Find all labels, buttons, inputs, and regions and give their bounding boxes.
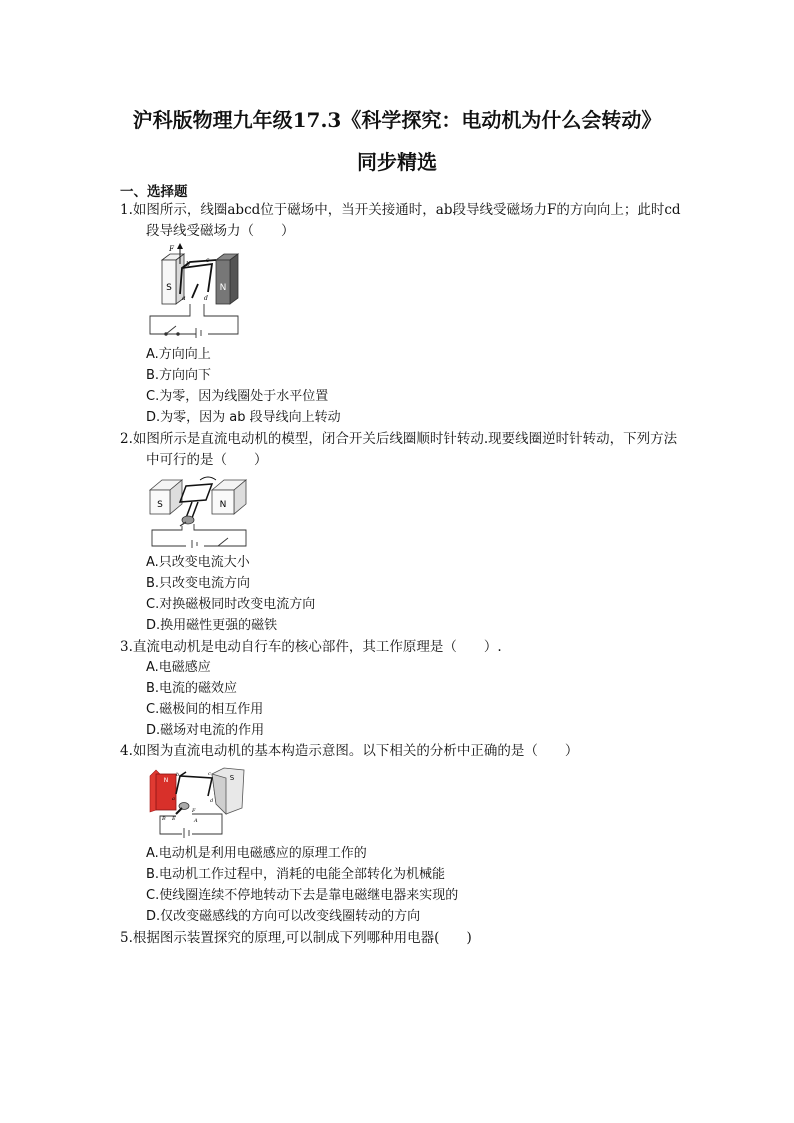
pole-n-label: N <box>219 500 227 510</box>
circuit <box>152 524 246 548</box>
magnet-n-block <box>212 480 246 514</box>
svg-text:b: b <box>176 772 180 778</box>
pole-n-label: N <box>219 283 227 293</box>
question-4-figure <box>146 764 248 838</box>
coil <box>180 484 212 518</box>
commutator <box>180 516 194 526</box>
question-4-option-b: B.电动机工作过程中，消耗的电能全部转化为机械能 <box>146 867 446 882</box>
question-3-option-a: A.电磁感应 <box>146 660 211 675</box>
question-2-stem-line1: 2.如图所示是直流电动机的模型，闭合开关后线圈顺时针转动.现要线圈逆时针转动，下列方法 <box>120 431 678 447</box>
question-2-option-d: D.换用磁性更强的磁铁 <box>146 618 278 633</box>
question-5-stem: 5.根据图示装置探究的原理,可以制成下列哪种用电器( ) <box>120 930 472 946</box>
coil <box>176 772 212 796</box>
svg-text:F: F <box>169 245 174 253</box>
question-1-option-b: B.方向向下 <box>146 368 212 383</box>
question-3-option-d: D.磁场对电流的作用 <box>146 723 265 738</box>
magnet-n-pole <box>216 254 238 304</box>
svg-text:c: c <box>208 771 211 777</box>
svg-text:B: B <box>162 816 166 822</box>
svg-text:d: d <box>204 295 208 302</box>
svg-text:b: b <box>186 261 190 268</box>
question-3-option-c: C.磁极间的相互作用 <box>146 702 264 717</box>
circuit <box>160 814 222 838</box>
svg-text:a: a <box>172 796 175 802</box>
question-4-option-c: C.使线圈连续不停地转动下去是靠电磁继电器来实现的 <box>146 888 459 903</box>
circuit <box>150 304 238 338</box>
question-4-option-d: D.仅改变磁感线的方向可以改变线圈转动的方向 <box>146 909 421 924</box>
question-2-figure <box>146 472 250 548</box>
magnet-s-block <box>150 480 182 514</box>
pole-n-label: N <box>163 777 169 784</box>
question-4-stem: 4.如图为直流电动机的基本构造示意图。以下相关的分析中正确的是（ ） <box>120 743 579 759</box>
pole-s-label: S <box>229 774 235 782</box>
magnet-s-grey <box>212 768 244 814</box>
question-3-stem: 3.直流电动机是电动自行车的核心部件，其工作原理是（ ）. <box>120 639 502 655</box>
question-1-option-c: C.为零，因为线圈处于水平位置 <box>146 389 329 404</box>
svg-text:d: d <box>210 798 214 804</box>
question-1-option-d: D.为零，因为 ab 段导线向上转动 <box>146 410 341 425</box>
svg-text:a: a <box>182 295 186 302</box>
svg-text:E: E <box>172 816 176 822</box>
question-2-option-c: C.对换磁极同时改变电流方向 <box>146 597 316 612</box>
rotation-arrow <box>200 477 216 480</box>
magnet-n-red <box>150 770 176 812</box>
question-1-option-a: A.方向向上 <box>146 347 211 362</box>
document-title-line2: 同步精选 <box>357 150 437 174</box>
question-2-stem-line2: 中可行的是（ ） <box>146 452 268 468</box>
pole-s-label: S <box>166 283 172 293</box>
commutator <box>176 803 189 815</box>
question-4-option-a: A.电动机是利用电磁感应的原理工作的 <box>146 846 367 861</box>
question-1-stem-line1: 1.如图所示，线圈abcd位于磁场中，当开关接通时，ab段导线受磁场力F的方向向上；此时cd <box>120 202 681 218</box>
pole-s-label: S <box>157 500 163 510</box>
svg-text:F: F <box>192 808 196 814</box>
document-title-line1: 沪科版物理九年级17.3《科学探究：电动机为什么会转动》 <box>132 108 662 132</box>
question-1-stem-line2: 段导线受磁场力（ ） <box>146 223 295 239</box>
question-1-figure <box>146 242 242 338</box>
svg-text:A: A <box>194 818 198 824</box>
question-2-option-b: B.只改变电流方向 <box>146 576 251 591</box>
section-heading: 一、选择题 <box>120 184 188 200</box>
question-2-option-a: A.只改变电流大小 <box>146 555 250 570</box>
question-3-option-b: B.电流的磁效应 <box>146 681 238 696</box>
svg-text:c: c <box>206 257 210 264</box>
